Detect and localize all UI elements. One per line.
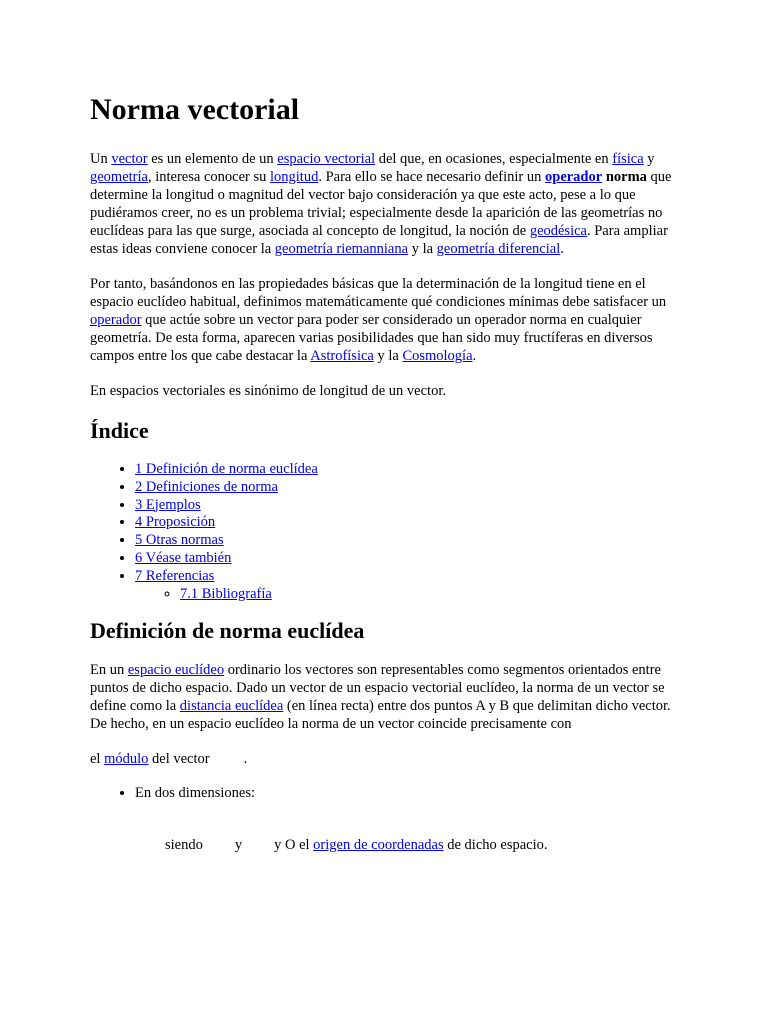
list-item: • En dos dimensiones:: [135, 784, 680, 802]
toc-item: [135, 514, 680, 532]
toc-heading: Índice: [90, 418, 149, 443]
intro-paragraph-2: [90, 275, 680, 365]
toc-item: [135, 550, 680, 568]
text: y: [234, 837, 243, 854]
link-longitud[interactable]: longitud: [269, 169, 319, 185]
toc-link-6[interactable]: 6 Véase también: [135, 549, 232, 566]
text: y O el: [274, 837, 314, 854]
text: y la: [408, 241, 437, 257]
toc-item: [135, 532, 680, 550]
text: siendo: [165, 837, 203, 854]
link-geometria-diferencial[interactable]: geometría diferencial: [436, 241, 561, 257]
section-paragraph-1: [90, 661, 680, 733]
link-origen-de-coordenadas[interactable]: origen de coordenadas: [313, 837, 444, 854]
toc-link-4[interactable]: 4 Proposición: [135, 514, 216, 531]
toc-link-2[interactable]: 2 Definiciones de norma: [135, 478, 278, 495]
intro-paragraph-3: En espacios vectoriales es sinónimo de longitud de un vector.: [90, 383, 446, 399]
text: . Para ello se hace necesario definir un: [318, 169, 545, 185]
text: y la: [373, 348, 403, 364]
toc-item: [135, 568, 680, 604]
dimension-list: [90, 784, 680, 802]
toc-item: [135, 461, 680, 479]
text: (en línea recta) entre dos puntos A y B que delimitan dicho vector. De hecho, en un espacio euclídeo la norma de un vector coincide precisamente con: [90, 698, 671, 733]
text: . Para ampliar estas ideas conviene conocer la: [90, 223, 668, 257]
formula-explanation: [165, 836, 680, 854]
link-fisica[interactable]: física: [612, 151, 644, 167]
toc-link-7-1[interactable]: 7.1 Bibliografía: [180, 585, 272, 602]
text: En un: [90, 662, 128, 679]
section-heading: Definición de norma euclídea: [90, 618, 365, 644]
text: del que, en ocasiones, especialmente en: [375, 151, 613, 167]
link-distancia-euclidea[interactable]: distancia euclídea: [179, 698, 284, 715]
text: que determine la longitud o magnitud del vector bajo consideración ya que este acto, pese a lo que pudiéramos creer, no es un problema trivial; especialmente desde la aparición de las geometrías no euclídeas para las que surge, asociada al concepto de longitud, la noción de: [90, 169, 672, 239]
text: el: [90, 751, 105, 768]
text: .: [560, 241, 564, 257]
link-modulo[interactable]: módulo: [104, 751, 149, 768]
intro-paragraph-1: [90, 150, 680, 258]
link-geodesica[interactable]: geodésica: [529, 223, 587, 239]
text: Por tanto, basándonos en las propiedades básicas que la determinación de la longitud tiene en el espacio euclídeo habitual, definimos matemáticamente qué condiciones mínimas debe satisfacer un: [90, 276, 667, 310]
text: , interesa conocer su: [147, 169, 270, 185]
link-operador[interactable]: operador: [545, 169, 603, 185]
text: que actúe sobre un vector para poder ser considerado un operador norma en cualquier geometría. De esta forma, aparecen varias posibilidades que han sido muy fructíferas en diversos campos entre los que cabe destacar la: [90, 312, 653, 364]
toc-link-7[interactable]: 7 Referencias: [135, 567, 215, 584]
toc-link-3[interactable]: 3 Ejemplos: [135, 496, 201, 513]
toc-sublist: [135, 586, 680, 604]
table-of-contents: [90, 461, 680, 603]
toc-link-1[interactable]: 1 Definición de norma euclídea: [135, 461, 318, 477]
toc-item: [135, 497, 680, 515]
text: Un: [90, 151, 112, 167]
text: .: [472, 348, 477, 364]
toc-subitem: [180, 586, 680, 604]
text: .: [243, 751, 248, 768]
bold-norma: norma: [605, 169, 647, 185]
link-geometria[interactable]: geometría: [90, 169, 148, 185]
text: es un elemento de un: [147, 151, 278, 167]
link-operador-2[interactable]: operador: [90, 312, 142, 328]
toc-item: [135, 479, 680, 497]
section-paragraph-2: [90, 750, 680, 768]
link-astrofisica[interactable]: Astrofísica: [310, 348, 374, 364]
toc-link-5[interactable]: 5 Otras normas: [135, 532, 224, 549]
page-title: Norma vectorial: [90, 93, 300, 126]
text: de dicho espacio.: [443, 837, 548, 854]
text: ordinario los vectores son representables como segmentos orientados entre puntos de dicho espacio. Dado un vector de un espacio vectorial euclídeo, la norma de un vector se define como la: [90, 662, 665, 715]
article-content: [90, 92, 680, 854]
link-espacio-euclideo[interactable]: espacio euclídeo: [127, 662, 225, 679]
link-espacio-vectorial[interactable]: espacio vectorial: [277, 151, 376, 167]
text: y: [643, 151, 655, 167]
link-geometria-riemanniana[interactable]: geometría riemanniana: [274, 241, 409, 257]
link-vector[interactable]: vector: [111, 151, 148, 167]
text: del vector: [148, 751, 210, 768]
link-cosmologia[interactable]: Cosmología: [402, 348, 473, 364]
